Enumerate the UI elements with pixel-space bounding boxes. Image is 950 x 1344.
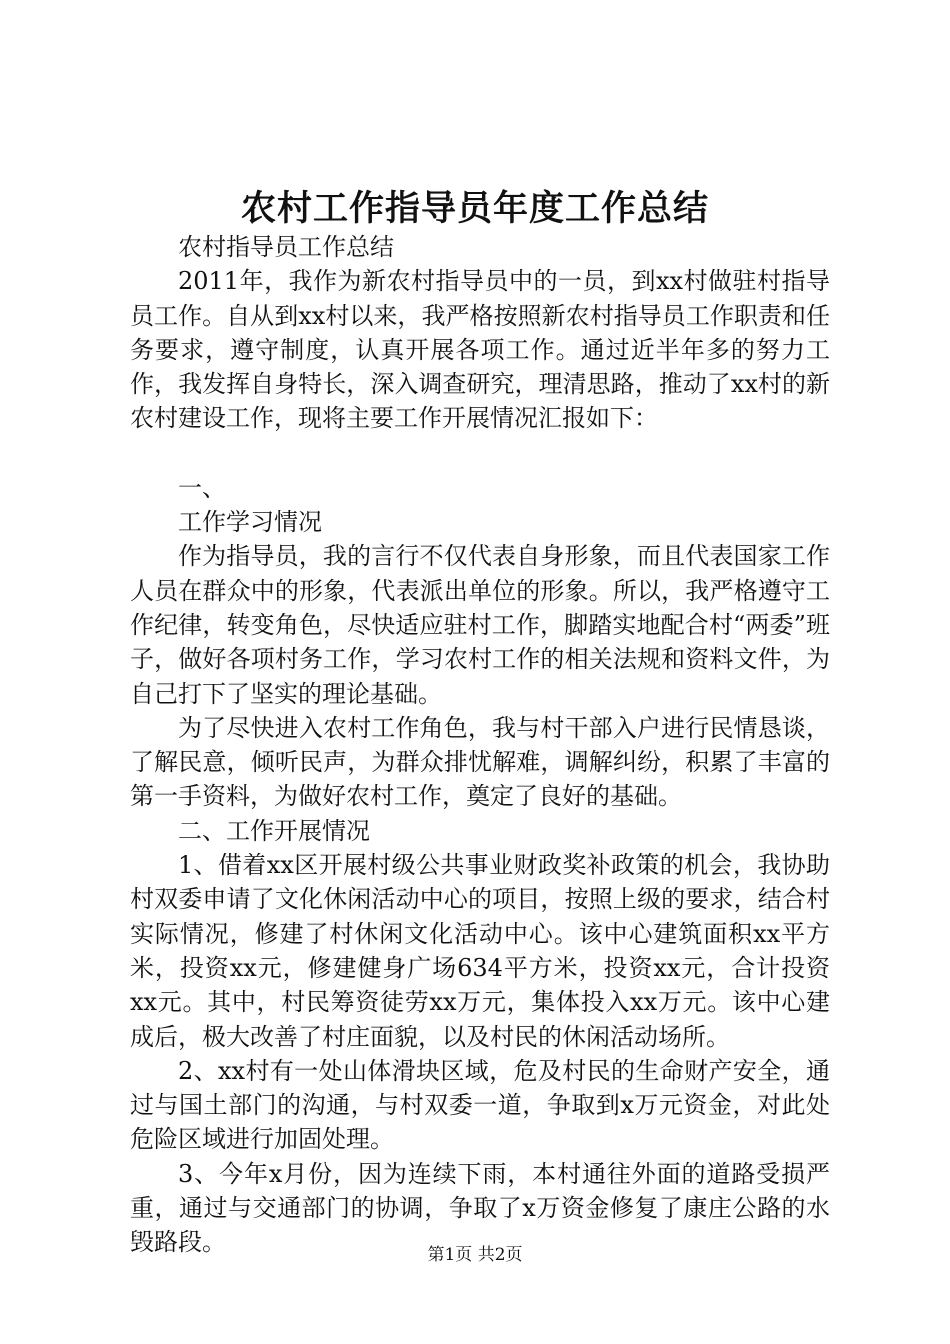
paragraph-spacer (130, 436, 830, 471)
paragraph-intro: 2011年，我作为新农村指导员中的一员，到xx村做驻村指导员工作。自从到xx村以来，我严格按照新农村指导员工作职责和任务要求，遵守制度，认真开展各项工作。通过近半年多的努力工作，我发挥自身特长，深入调查研究，理清思路，推动了xx村的新农村建设工作，现将主要工作开展情况汇报如下： (130, 267, 830, 433)
paragraph-work-1: 1、借着xx区开展村级公共事业财政奖补政策的机会，我协助村双委申请了文化休闲活动中心的项目，按照上级的要求，结合村实际情况，修建了村休闲文化活动中心。该中心建筑面积xx平方米，投资xx元，修建健身广场634平方米，投资xx元，合计投资xx元。其中，村民筹资徒劳xx万元，集体投入xx万元。该中心建成后，极大改善了村庄面貌，以及村民的休闲活动场所。 (130, 851, 830, 1051)
paragraph-subtitle: 农村指导员工作总结 (178, 233, 394, 261)
page-footer: 第1页 共2页 (427, 1245, 523, 1265)
paragraph-study-2: 为了尽快进入农村工作角色，我与村干部入户进行民情恳谈，了解民意，倾听民声，为群众排忧解难，调解纠纷，积累了丰富的第一手资料，为做好农村工作，奠定了良好的基础。 (130, 713, 830, 811)
paragraph-work-2: 2、xx村有一处山体滑块区域，危及村民的生命财产安全，通过与国土部门的沟通，与村双委一道，争取到x万元资金，对此处危险区域进行加固处理。 (130, 1056, 830, 1154)
section-number-1: 一、 (178, 473, 226, 502)
section-heading-study: 工作学习情况 (178, 508, 322, 537)
paragraph-work-3: 3、今年x月份，因为连续下雨，本村通往外面的道路受损严重，通过与交通部门的协调，争取了x万资金修复了康庄公路的水毁路段。 (130, 1159, 830, 1257)
paragraph-study-1: 作为指导员，我的言行不仅代表自身形象，而且代表国家工作人员在群众中的形象，代表派出单位的形象。所以，我严格遵守工作纪律，转变角色，尽快适应驻村工作，脚踏实地配合村“两委”班子，做好各项村务工作，学习农村工作的相关法规和资料文件，为自己打下了坚实的理论基础。 (130, 542, 830, 708)
document-body (130, 230, 830, 1260)
section-heading-work: 二、工作开展情况 (178, 816, 370, 845)
document-title: 农村工作指导员年度工作总结 (240, 188, 709, 229)
